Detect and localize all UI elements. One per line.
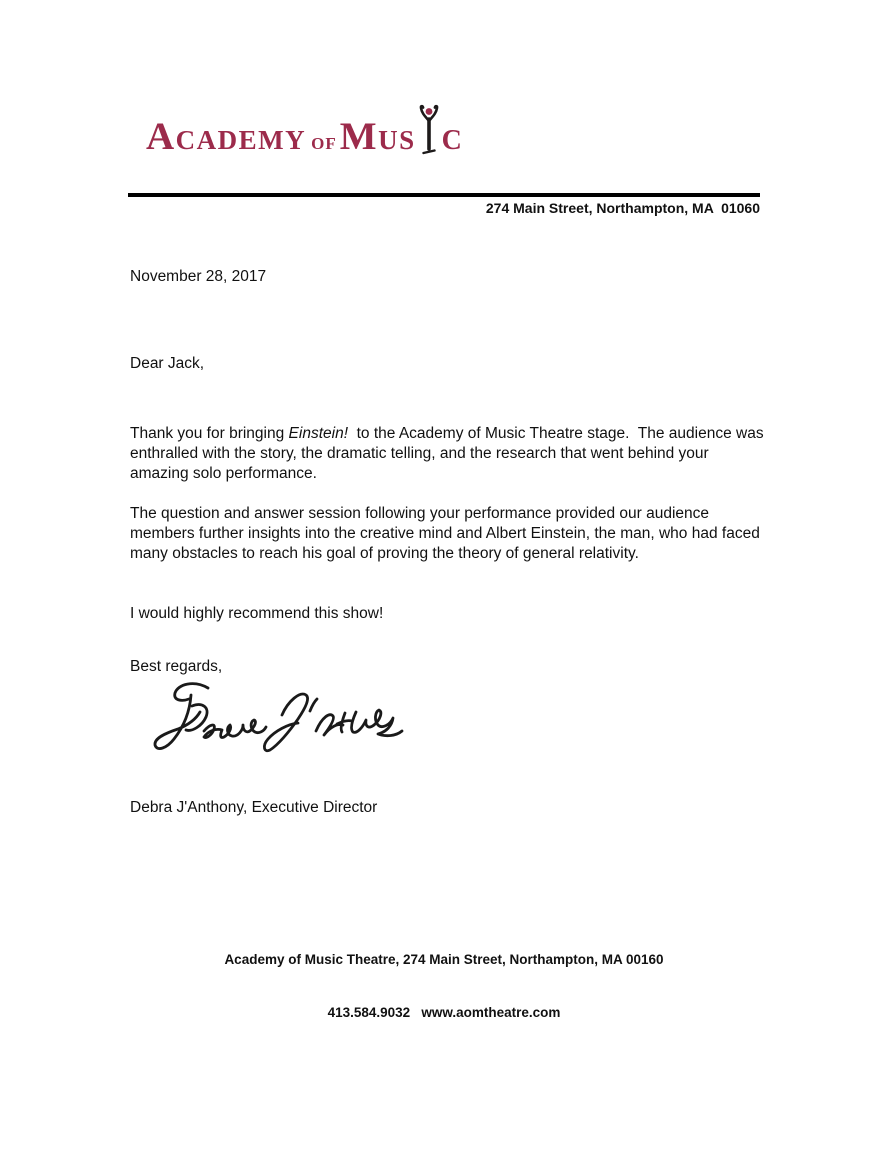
conductor-figure-icon xyxy=(417,102,441,156)
paragraph-1-post: to the Academy of Music Theatre stage. The audience was enthralled with the story, the dramatic telling, and the research that went behind your amazing solo performance. xyxy=(130,425,768,482)
letterhead-rule xyxy=(128,193,760,197)
body-paragraph-1 xyxy=(130,424,770,484)
recommendation-line: I would highly recommend this show! xyxy=(130,605,384,622)
closing-line: Best regards, xyxy=(130,658,223,675)
paragraph-1-pre: Thank you for bringing xyxy=(130,425,289,442)
footer-contact-line: 413.584.9032 www.aomtheatre.com xyxy=(327,1004,561,1020)
footer-block xyxy=(0,916,888,1056)
logo-word-of: OF xyxy=(311,134,337,153)
salutation: Dear Jack, xyxy=(130,355,205,372)
letterhead-address: 274 Main Street, Northampton, MA 01060 xyxy=(485,200,760,216)
footer-address-line: Academy of Music Theatre, 274 Main Street, Northampton, MA 00160 xyxy=(224,952,664,967)
show-title-italic: Einstein! xyxy=(288,425,348,442)
logo-word-mus: MUS xyxy=(339,115,416,158)
academy-of-music-logo xyxy=(146,102,463,171)
logo-word-c: C xyxy=(441,125,464,156)
letter-date: November 28, 2017 xyxy=(130,268,267,285)
handwritten-signature xyxy=(142,679,406,757)
signature-name-title: Debra J'Anthony, Executive Director xyxy=(130,799,378,816)
body-paragraph-2: The question and answer session following your performance provided our audience members further insights into the creative mind and Albert Einstein, the man, who had faced many obstacles to reach his goal of proving the theory of general relativity. xyxy=(130,505,765,562)
logo-word-academy: ACADEMY xyxy=(146,115,307,158)
